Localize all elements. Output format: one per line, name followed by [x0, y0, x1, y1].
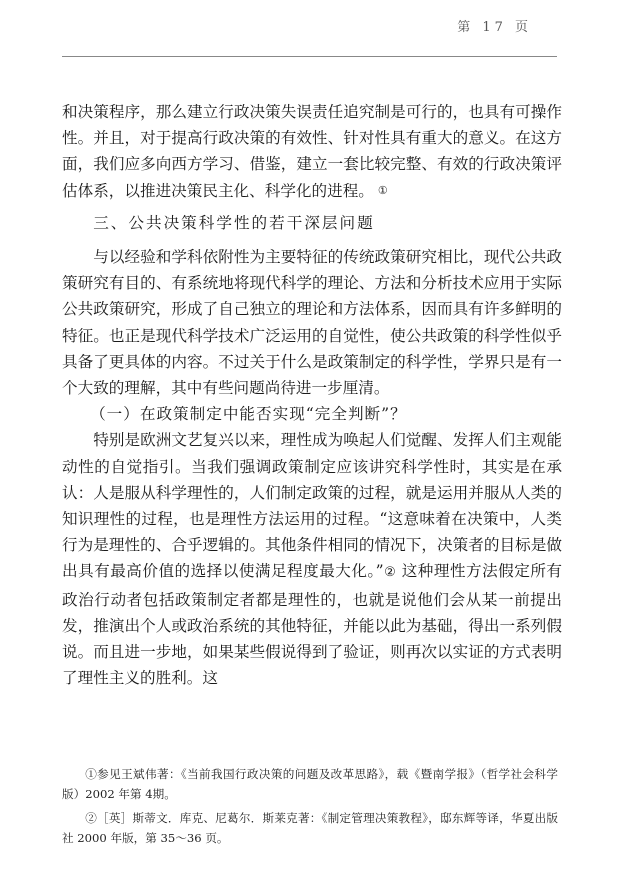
paragraph-2: 与以经验和学科依附性为主要特征的传统政策研究相比，现代公共政策研究有目的、有系统地将现代科学的理论、方法和分析技术应用于实际公共政策研究，形成了自己独立的理论和方法体系，因而具有许多鲜明的特征。也正是现代科学技术广泛运用的自觉性，使公共政策的科学性似乎具备了更具体的内容。不过关于什么是政策制定的科学性，学界只是有一个大致的理解，其中有些问题尚待进一步厘清。	[62, 248, 562, 398]
footnote-2: ②［英］斯蒂文．库克、尼葛尔．斯莱克著：《制定管理决策教程》，邸东辉等译，华夏出版社 2000 年版，第 35～36 页。	[62, 811, 558, 845]
header-divider	[62, 56, 557, 57]
paragraph-3-text-a: 特别是欧洲文艺复兴以来，理性成为唤起人们觉醒、发挥人们主观能动性的自觉指引。当我们强调政策制定应该讲究科学性时，其实是在承认：人是服从科学理性的，人们制定政策的过程，就是运用并服从人类的知识理性的过程，也是理性方法运用的过程。“这意味着在决策中，人类行为是理性的、合乎逻辑的。其他条件相同的情况下，决策者的目标是做出具有最高价值的选择以使满足程度最大化。”	[62, 431, 562, 581]
paragraph-1-text: 和决策程序，那么建立行政决策失误责任追究制是可行的，也具有可操作性。并且，对于提高行政决策的有效性、针对性具有重大的意义。在这方面，我们应多向西方学习、借鉴，建立一套比较完整、有效的行政决策评估体系，以推进决策民主化、科学化的进程。	[62, 103, 562, 200]
footnote-ref-2: ②	[383, 565, 397, 581]
footnotes	[62, 764, 558, 852]
footnote-ref-1: ①	[377, 183, 388, 197]
footnote-1: ①参见王斌伟著：《当前我国行政决策的问题及改革思路》，载《暨南学报》（哲学社会科学版）2002 年第 4期。	[62, 767, 558, 801]
paragraph-1	[62, 99, 562, 204]
section-heading: 三、公共决策科学性的若干深层问题	[93, 213, 375, 232]
page-number-header: 第 17 页	[457, 20, 532, 35]
paragraph-3-text-b: 这种理性方法假定所有政治行动者包括政策制定者都是理性的，也就是说他们会从某一前提出发，推演出个人或政治系统的其他特征，并能以此为基础，得出一系列假说。而且进一步地，如果某些假说得到了验证，则再次以实证的方式表明了理性主义的胜利。这	[62, 562, 562, 688]
main-body	[62, 99, 562, 691]
subsection-heading: （一）在政策制定中能否实现“完全判断”？	[90, 405, 407, 424]
paragraph-3	[62, 427, 562, 691]
